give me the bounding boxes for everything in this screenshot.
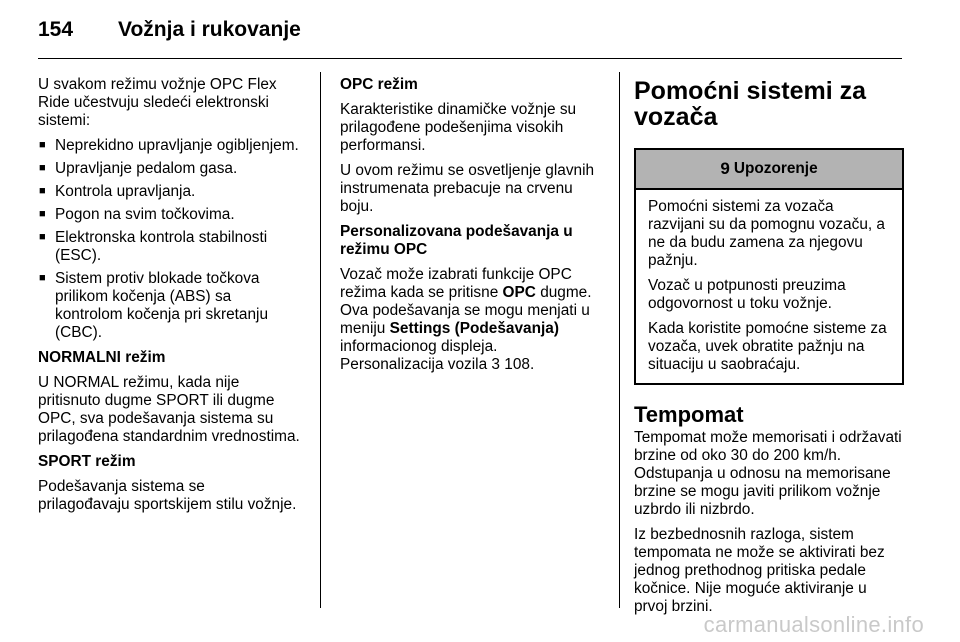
watermark: carmanualsonline.info: [703, 612, 924, 637]
tempomat-paragraph-1: Tempomat može memorisati i održavati brzine od oko 30 do 200 km/h. Odstupanja u odnosu na memorisane brzine se mogu javiti prilikom vožnje uzbrdo ili nizbrdo.: [634, 429, 902, 518]
column-left: [38, 76, 300, 521]
sport-mode-text: Podešavanja sistema se prilagođavaju sportskijem stilu vožnje.: [38, 478, 297, 513]
settings-menu-label: Settings (Podešavanja): [389, 320, 559, 337]
text-fragment: dugme. Ova podešavanja se mogu menjati u meniju: [340, 284, 592, 337]
tempomat-paragraph-2: Iz bezbednosnih razloga, sistem tempomata ne može se aktivirati bez jednog prethodnog pritiska pedale kočnice. Nije moguće aktiviranje u prvoj brzini.: [634, 526, 885, 615]
opc-mode-heading: OPC režim: [340, 76, 418, 93]
sport-mode-heading: SPORT režim: [38, 453, 136, 470]
personalization-text: [340, 266, 608, 374]
warning-paragraph: Kada koristite pomoćne sisteme za vozača, uvek obratite pažnju na situaciju u saobraćaju.: [648, 320, 887, 373]
tempomat-heading: Tempomat: [634, 402, 744, 427]
text-fragment: Vozač može izabrati funkcije OPC režima kada se pritisne: [340, 266, 572, 301]
opc-mode-text-1: Karakteristike dinamičke vožnje su prilagođene podešenjima visokih performansi.: [340, 101, 577, 154]
list-item: ■ Pogon na svim točkovima.: [38, 206, 300, 224]
column-divider-1: [320, 72, 321, 608]
column-divider-2: [619, 72, 620, 608]
chapter-title: Vožnja i rukovanje: [118, 18, 301, 41]
warning-box: [634, 148, 904, 385]
text-fragment: informacionog displeja.: [340, 338, 498, 355]
page-reference-icon: 3: [491, 356, 500, 373]
list-item: ■ Sistem protiv blokade točkova prilikom kočenja (ABS) sa kontrolom kočenja pri skretanju (CBC).: [38, 270, 300, 342]
normal-mode-text: U NORMAL režimu, kada nije pritisnuto dugme SPORT ili dugme OPC, sva podešavanja sistema su prilagođena standardnim vrednostima.: [38, 374, 300, 445]
page-header: [0, 0, 960, 60]
list-item: ■ Elektronska kontrola stabilnosti (ESC).: [38, 229, 300, 265]
personalization-heading: Personalizovana podešavanja u režimu OPC: [340, 223, 573, 258]
list-item: ■ Neprekidno upravljanje ogibljenjem.: [38, 137, 300, 155]
text-fragment: Personalizacija vozila: [340, 356, 488, 373]
opc-button-label: OPC: [502, 284, 536, 301]
warning-paragraph: Pomoćni sistemi za vozača razvijani su da pomognu vozaču, a ne da budu zamena za njegovu pažnju.: [648, 198, 885, 269]
systems-list: [38, 137, 300, 342]
page-reference-link[interactable]: 108.: [504, 356, 535, 373]
list-item: ■ Kontrola upravljanja.: [38, 183, 300, 201]
list-item: ■ Upravljanje pedalom gasa.: [38, 160, 300, 178]
header-divider: [38, 58, 902, 59]
normal-mode-heading: NORMALNI režim: [38, 349, 166, 366]
column-middle: [340, 76, 608, 381]
warning-paragraph: Vozač u potpunosti preuzima odgovornost u toku vožnje.: [648, 277, 846, 312]
column-right: [634, 76, 904, 623]
intro-paragraph: U svakom režimu vožnje OPC Flex Ride učestvuju sledeći elektronski sistemi:: [38, 76, 277, 129]
warning-icon: 9: [720, 159, 730, 178]
warning-header: [636, 150, 902, 190]
warning-label: Upozorenje: [733, 160, 818, 177]
warning-body: [636, 190, 902, 383]
page-number: 154: [38, 18, 74, 41]
opc-mode-text-2: U ovom režimu se osvetljenje glavnih instrumenata prebacuje na crvenu boju.: [340, 162, 595, 215]
section-title: Pomoćni sistemi za vozača: [634, 77, 867, 131]
